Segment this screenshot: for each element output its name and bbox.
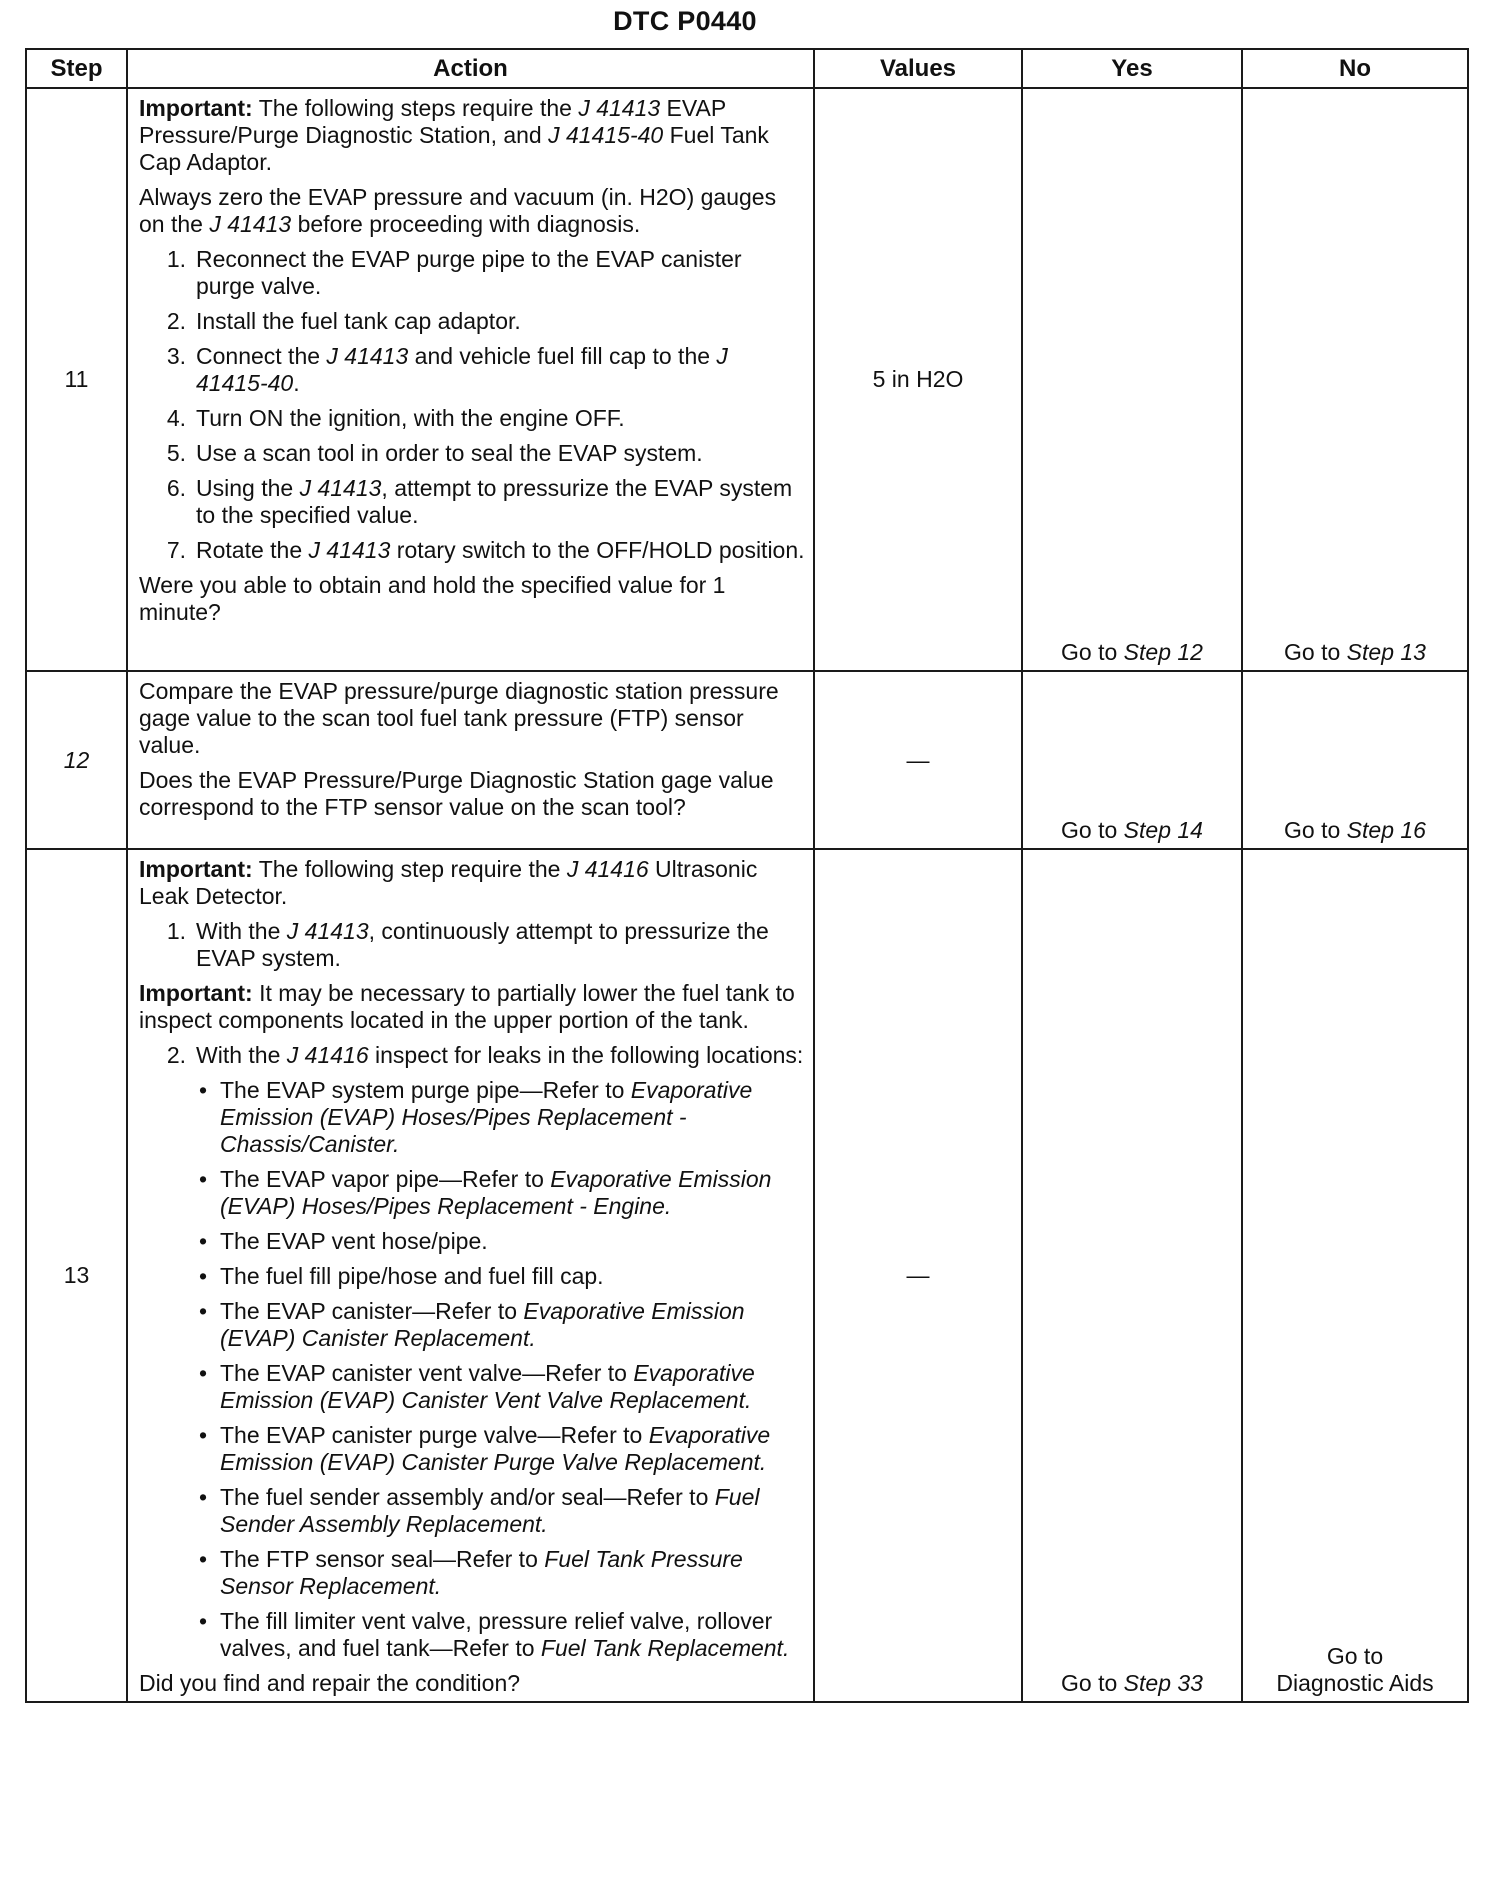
action-cell <box>127 671 814 849</box>
question-text: Does the EVAP Pressure/Purge Diagnostic Station gage value correspond to the FTP sensor value on the scan tool? <box>139 767 774 820</box>
procedure-reference[interactable]: Evaporative Emission (EVAP) Canister Purge Valve Replacement. <box>220 1422 771 1475</box>
yes-cell: Go to Step 12 <box>1022 88 1242 671</box>
important-note: Important: It may be necessary to partially lower the fuel tank to inspect components located in the upper portion of the tank. <box>139 980 795 1033</box>
bullet-item: • The EVAP canister purge valve—Refer to Evaporative Emission (EVAP) Canister Purge Valve Replacement. <box>199 1422 771 1475</box>
bullet-item: • The EVAP system purge pipe—Refer to Evaporative Emission (EVAP) Hoses/Pipes Replacement - Chassis/Canister. <box>199 1077 753 1157</box>
important-label: Important: <box>139 856 253 882</box>
procedure-reference[interactable]: Evaporative Emission (EVAP) Canister Vent Valve Replacement. <box>220 1360 755 1413</box>
diagnostic-table <box>25 48 1469 1703</box>
step-link[interactable]: Step 14 <box>1123 817 1203 843</box>
header-action: Action <box>127 49 814 88</box>
header-row <box>26 49 1468 88</box>
list-item: 1. With the J 41413, continuously attempt to pressurize the EVAP system. <box>166 918 769 971</box>
bullet-item: • The fill limiter vent valve, pressure relief valve, rollover valves, and fuel tank—Refer to Fuel Tank Replacement. <box>199 1608 790 1661</box>
important-note: Important: The following step require the J 41416 Ultrasonic Leak Detector. <box>139 856 758 909</box>
action-cell <box>127 849 814 1702</box>
step-link[interactable]: Step 12 <box>1123 639 1203 665</box>
value-cell: — <box>814 671 1022 849</box>
procedure-reference[interactable]: Fuel Tank Replacement. <box>540 1635 790 1661</box>
tool-reference: J 41413 <box>308 537 391 563</box>
instruction-text: Always zero the EVAP pressure and vacuum (in. H2O) gauges on the J 41413 before proceeding with diagnosis. <box>139 184 777 237</box>
no-cell: Go to Step 16 <box>1242 671 1468 849</box>
important-label: Important: <box>139 95 253 121</box>
procedure-reference[interactable]: Fuel Tank Pressure Sensor Replacement. <box>220 1546 743 1599</box>
header-values: Values <box>814 49 1022 88</box>
bullet-item: • The EVAP vapor pipe—Refer to Evaporative Emission (EVAP) Hoses/Pipes Replacement - Engine. <box>199 1166 772 1219</box>
procedure-reference[interactable]: Evaporative Emission (EVAP) Hoses/Pipes Replacement - Chassis/Canister. <box>220 1077 753 1157</box>
bullet-item: • The EVAP canister—Refer to Evaporative Emission (EVAP) Canister Replacement. <box>199 1298 745 1351</box>
list-item: 1. Reconnect the EVAP purge pipe to the EVAP canister purge valve. <box>166 246 742 299</box>
action-cell <box>127 88 814 671</box>
header-yes: Yes <box>1022 49 1242 88</box>
value-cell: — <box>814 849 1022 1702</box>
bullet-item: • The fuel fill pipe/hose and fuel fill cap. <box>199 1263 604 1289</box>
question-text: Were you able to obtain and hold the specified value for 1 minute? <box>139 572 726 625</box>
list-item: 6. Using the J 41413, attempt to pressurize the EVAP system to the specified value. <box>166 475 793 528</box>
list-item: 2. With the J 41416 inspect for leaks in the following locations: <box>166 1042 804 1068</box>
bullet-item: • The fuel sender assembly and/or seal—Refer to Fuel Sender Assembly Replacement. <box>199 1484 760 1537</box>
yes-cell: Go to Step 14 <box>1022 671 1242 849</box>
table-row-step-13 <box>26 849 1468 1702</box>
value-cell: 5 in H2O <box>814 88 1022 671</box>
no-cell: Go to Step 13 <box>1242 88 1468 671</box>
procedure-reference[interactable]: Evaporative Emission (EVAP) Hoses/Pipes Replacement - Engine. <box>220 1166 772 1219</box>
tool-reference: J 41413 <box>326 343 409 369</box>
table-row-step-11 <box>26 88 1468 671</box>
step-number: 13 <box>26 849 127 1702</box>
list-item: 2. Install the fuel tank cap adaptor. <box>166 308 521 334</box>
tool-reference: J 41416 <box>566 856 649 882</box>
list-item: 5. Use a scan tool in order to seal the EVAP system. <box>166 440 703 466</box>
tool-reference: J 41413 <box>209 211 292 237</box>
tool-reference: J 41415-40 <box>548 122 664 148</box>
bullet-item: • The EVAP canister vent valve—Refer to Evaporative Emission (EVAP) Canister Vent Valve Replacement. <box>199 1360 755 1413</box>
bullet-item: • The FTP sensor seal—Refer to Fuel Tank Pressure Sensor Replacement. <box>199 1546 743 1599</box>
step-link[interactable]: Step 16 <box>1346 817 1426 843</box>
bullet-item: • The EVAP vent hose/pipe. <box>199 1228 488 1254</box>
step-number: 11 <box>26 88 127 671</box>
procedure-reference[interactable]: Fuel Sender Assembly Replacement. <box>220 1484 760 1537</box>
tool-reference: J 41413 <box>299 475 382 501</box>
tool-reference: J 41413 <box>578 95 661 121</box>
header-no: No <box>1242 49 1468 88</box>
step-link[interactable]: Step 13 <box>1346 639 1426 665</box>
important-note: Important: The following steps require the J 41413 EVAP Pressure/Purge Diagnostic Station, and J 41415-40 Fuel Tank Cap Adaptor. <box>139 95 769 175</box>
instruction-text: Compare the EVAP pressure/purge diagnostic station pressure gage value to the scan tool fuel tank pressure (FTP) sensor value. <box>139 678 779 758</box>
procedure-reference[interactable]: Evaporative Emission (EVAP) Canister Replacement. <box>220 1298 745 1351</box>
yes-cell: Go to Step 33 <box>1022 849 1242 1702</box>
list-item: 4. Turn ON the ignition, with the engine OFF. <box>166 405 625 431</box>
important-label: Important: <box>139 980 253 1006</box>
step-link[interactable]: Step 33 <box>1123 1670 1203 1696</box>
tool-reference: J 41413 <box>286 918 369 944</box>
diagnostic-aids-link[interactable]: Diagnostic Aids <box>1276 1670 1434 1696</box>
list-item: 7. Rotate the J 41413 rotary switch to the OFF/HOLD position. <box>166 537 805 563</box>
tool-reference: J 41415-40 <box>196 343 728 396</box>
step-number: 12 <box>26 671 127 849</box>
header-step: Step <box>26 49 127 88</box>
tool-reference: J 41416 <box>286 1042 369 1068</box>
list-item: 3. Connect the J 41413 and vehicle fuel fill cap to the J 41415-40. <box>166 343 728 396</box>
goto-label: Go to <box>1326 1643 1384 1669</box>
no-cell <box>1242 849 1468 1702</box>
page-title: DTC P0440 <box>613 6 757 36</box>
question-text: Did you find and repair the condition? <box>139 1670 521 1696</box>
table-row-step-12 <box>26 671 1468 849</box>
